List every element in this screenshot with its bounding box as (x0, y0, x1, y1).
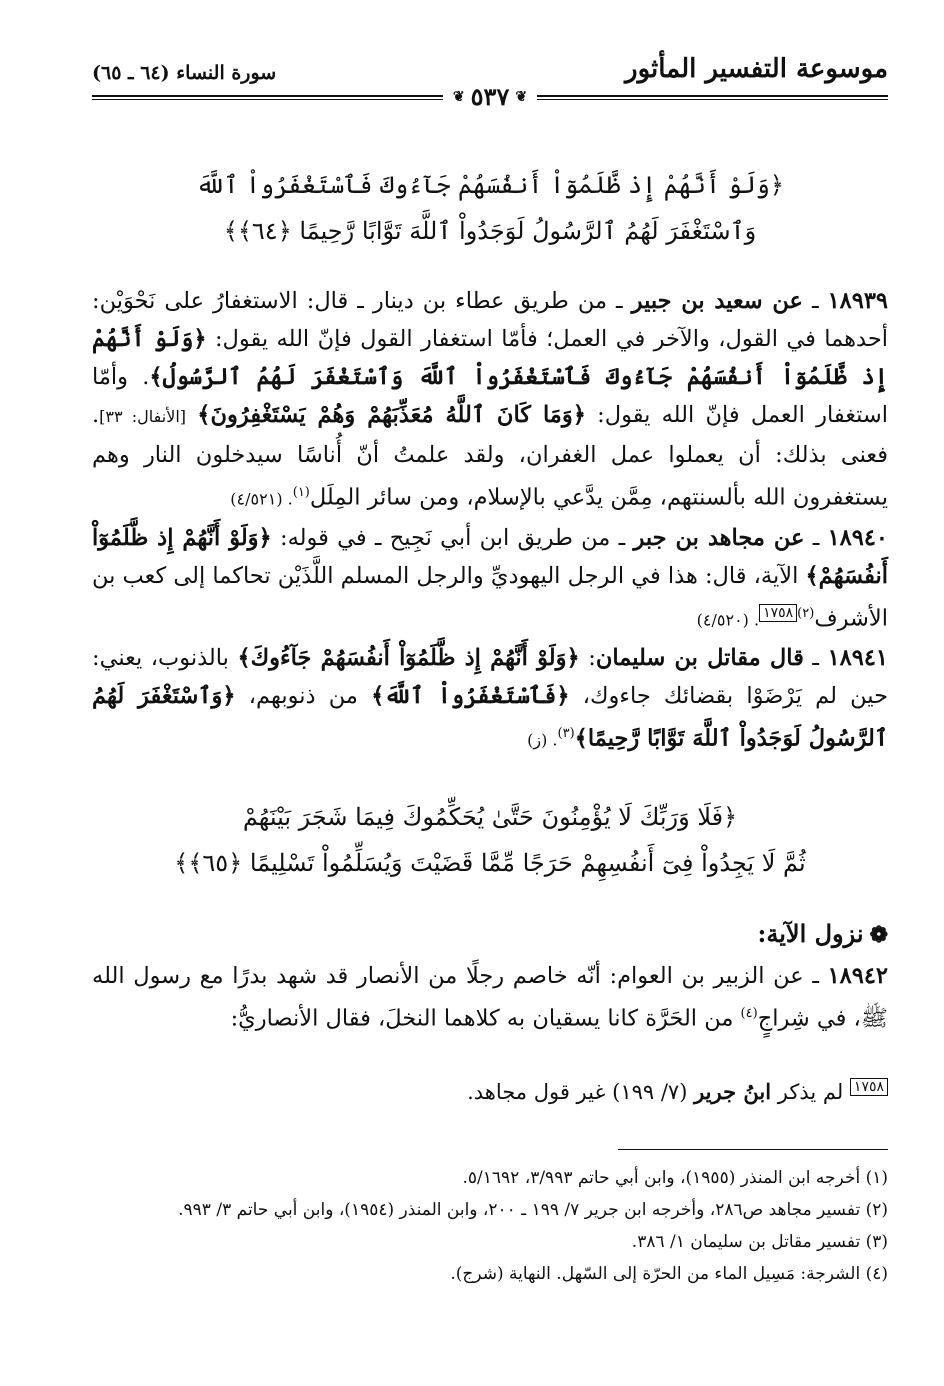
editor-note-bold: ابنُ جرير (694, 1079, 772, 1104)
footnote: (١) أخرجه ابن المنذر (١٩٥٥)، وابن أبي حاتم ٣/٩٩٣، ٥/١٦٩٢. (462, 1168, 888, 1188)
footnote: (٤) الشرجة: مَسِيل الماء من الحرّة إلى السّهل. النهاية (شرج). (450, 1264, 888, 1284)
editor-note (92, 1075, 888, 1109)
page-header (92, 48, 888, 111)
quran-quote: ﴿فَٱسْتَغْفَرُواْ ٱللَّهَ﴾ (371, 683, 570, 709)
entry-text: : (579, 645, 596, 671)
commentary-body (92, 282, 888, 760)
quran-quote: ﴿وَٱسْتَغْفَرَ لَهُمُ ٱلرَّسُولُ لَوَجَدُواْ ٱللَّهَ تَوَّابًا رَّحِيمًا﴾ (92, 683, 888, 752)
ornament-icon: ❦ (515, 88, 528, 105)
entry-text: ـ من طريق ابن أبي نَجِيح ـ في قوله: (271, 524, 634, 551)
entry-text: من ذنوبهم، (235, 683, 372, 709)
entry-18941: ١٨٩٤١ ـ قال مقاتل بن سليمان: ﴿وَلَوْ أَنَّهُمْ إِذ ظَّلَمُوٓاْ أَنفُسَهُمْ جَآءُوكَ﴾ بالذنوب، يعني: حين لم يَرْضَوْا بقضائك جاءوك، ﴿فَٱسْتَغْفَرُواْ ٱللَّهَ﴾ من ذنوبهم، ﴿وَٱسْتَغْفَرَ لَهُمُ ٱلرَّسُولُ لَوَجَدُواْ ٱللَّهَ تَوَّابًا رَّحِيمًا﴾$^{(٣)}$. (ز) (92, 645, 888, 752)
surah-reference: سورة النساء (٦٤ ـ ٦٥) (92, 62, 277, 84)
editor-note-marker[interactable]: ١٧٥٨ (759, 604, 797, 622)
surah-ref: [الأنفال: ٣٣] (99, 407, 187, 426)
entry-text: ـ من طريق عطاء بن دينار ـ قال: الاستغفارُ على نَحْوَيْن: أحدهما في القول، والآخر في العمل؛ فأمّا استغفار القول فإنّ الله يقول: (92, 288, 888, 352)
editor-note-text: (٧/ ١٩٩) غير قول مجاهد. (467, 1080, 695, 1104)
editor-note-text: لم يذكر (771, 1080, 850, 1104)
entry-text: . وأمّا استغفار العمل فإنّ الله يقول: (92, 364, 888, 428)
narrator: عن مجاهد بن جبر (633, 524, 805, 551)
page-number: ٥٣٧ (470, 82, 510, 111)
footnote-marker[interactable]: (٣) (557, 726, 575, 741)
narrator: عن سعيد بن جبير (631, 288, 803, 314)
footnote-marker[interactable]: (١) (292, 485, 310, 500)
quran-verse-65 (92, 794, 888, 886)
flower-icon: ❁ (869, 921, 888, 948)
quran-quote: ﴿وَلَوْ أَنَّهُمْ إِذ ظَّلَمُوٓاْ أَنفُسَهُمْ﴾ (92, 524, 888, 589)
footnote-marker[interactable]: (٤) (740, 1005, 758, 1021)
entry-text: من الحَرَّة كانا يسقيان به كلاهما النخلَ، فقال الأنصاريُّ: (230, 1005, 741, 1031)
book-title: موسوعة التفسير المأثور (625, 54, 888, 84)
editor-note-number: ١٧٥٨ (850, 1078, 888, 1096)
entry-text: : أنّه خاصم رجلًا من الأنصار قد شهد بدرًا مع رسول الله ﷺ، في شِراجٍ (92, 962, 888, 1031)
quran-quote: ﴿وَلَوْ أَنَّهُمْ إِذ ظَّلَمُوٓاْ أَنفُسَهُمْ جَآءُوكَ فَٱسْتَغْفَرُواْ ٱللَّهَ وَٱسْتَغْفَرَ لَهُمُ ٱلرَّسُولُ﴾ (92, 326, 888, 390)
entry-number: ١٨٩٤٠ (827, 524, 889, 551)
entry-number: ١٨٩٤١ (827, 645, 888, 671)
entry-text: الآية، قال: هذا في الرجل اليهوديِّ والرجل المسلم اللَّذَيْن تحاكما إلى كعب بن الأشرف (92, 562, 888, 631)
verse-line: ﴿وَلَوْ أَنَّهُمْ إِذ ظَّلَمُوٓاْ أَنفُسَهُمْ جَآءُوكَ فَٱسْتَغْفَرُواْ ٱللَّهَ (196, 171, 784, 199)
footnote-separator (618, 1149, 888, 1150)
narrator: عن الزبير بن العوام (617, 962, 804, 989)
page-number-box (443, 82, 537, 111)
quran-verse-64 (92, 162, 888, 254)
entry-number: ١٨٩٣٩ (827, 288, 888, 314)
entry-18939: ١٨٩٣٩ ـ عن سعيد بن جبير ـ من طريق عطاء بن دينار ـ قال: الاستغفارُ على نَحْوَيْن: أحدهما في القول، والآخر في العمل؛ فأمّا استغفار القول فإنّ الله يقول: ﴿وَلَوْ أَنَّهُمْ إِذ ظَّلَمُوٓاْ أَنفُسَهُمْ جَآءُوكَ فَٱسْتَغْفَرُواْ ٱللَّهَ وَٱسْتَغْفَرَ لَهُمُ ٱلرَّسُولُ﴾. وأمّا استغفار العمل فإنّ الله يقول: ﴿وَمَا كَانَ ٱللَّهُ مُعَذِّبَهُمْ وَهُمْ يَسْتَغْفِرُونَ﴾ [الأنفال: ٣٣]. فعنى بذلك: أن يعملوا عمل الغفران، ولقد علمتُ أنّ أُناسًا سيدخلون النار وهم يستغفرون الله بألسنتهم، مِمَّن يدَّعي بالإسلام، ومن سائر المِلَل$^{(١)}$. (٤/٥٢١) (92, 288, 888, 511)
verse-line: وَٱسْتَغْفَرَ لَهُمُ ٱلرَّسُولُ لَوَجَدُواْ ٱللَّهَ تَوَّابًا رَّحِيمًا ﴿٦٤﴾﴾ (223, 217, 757, 245)
ornament-icon: ❦ (452, 88, 465, 105)
verse-line: ثُمَّ لَا يَجِدُواْ فِىٓ أَنفُسِهِمْ حَرَجًا مِّمَّا قَضَيْتَ وَيُسَلِّمُواْ تَسْلِيمًا ﴿٦٥﴾﴾ (174, 848, 806, 877)
footnote: (٢) تفسير مجاهد ص٢٨٦، وأخرجه ابن جرير ٧/ ١٩٩ ـ ٢٠٠، وابن المنذر (١٩٥٤)، وابن أبي حاتم ٣/ ٩٩٣. (178, 1200, 888, 1220)
section-heading (92, 912, 888, 957)
source-ref: . (٤/٥٢١) (230, 489, 293, 509)
narrator: قال مقاتل بن سليمان (595, 645, 804, 671)
verse-line: ﴿فَلَا وَرَبِّكَ لَا يُؤْمِنُونَ حَتَّىٰ يُحَكِّمُوكَ فِيمَا شَجَرَ بَيْنَهُمْ (242, 802, 738, 831)
source-ref: . (ز) (527, 730, 558, 750)
entry-18942: ١٨٩٤٢ ـ عن الزبير بن العوام: أنّه خاصم رجلًا من الأنصار قد شهد بدرًا مع رسول الله ﷺ، في شِراجٍ$^{(٤)}$ من الحَرَّة كانا يسقيان به كلاهما النخلَ، فقال الأنصاريُّ: (92, 962, 888, 1031)
footnote: (٣) تفسير مقاتل بن سليمان ١/ ٣٨٦. (631, 1232, 888, 1252)
entry-18940: ١٨٩٤٠ ـ عن مجاهد بن جبر ـ من طريق ابن أبي نَجِيح ـ في قوله: ﴿وَلَوْ أَنَّهُمْ إِذ ظَّلَمُوٓاْ أَنفُسَهُمْ﴾ الآية، قال: هذا في الرجل اليهوديِّ والرجل المسلم اللَّذَيْن تحاكما إلى كعب بن الأشرف$^{(٢)}$١٧٥٨. (٤/٥٢٠) (92, 524, 889, 631)
quran-quote: ﴿وَلَوْ أَنَّهُمْ إِذ ظَّلَمُوٓاْ أَنفُسَهُمْ جَآءُوكَ﴾ (237, 645, 580, 671)
footnote-marker[interactable]: (٢) (797, 605, 815, 621)
quran-quote: ﴿وَمَا كَانَ ٱللَّهُ مُعَذِّبَهُمْ وَهُمْ يَسْتَغْفِرُونَ﴾ (197, 402, 586, 428)
entry-text: . فعنى بذلك: أن يعملوا عمل الغفران، ولقد علمتُ أنّ أُناسًا سيدخلون النار وهم يستغفرون الله بألسنتهم، مِمَّن يدَّعي بالإسلام، ومن سائر المِلَل (92, 402, 888, 511)
source-ref: . (٤/٥٢٠) (696, 610, 760, 629)
section-title: نزول الآية: (757, 918, 864, 948)
entry-number: ١٨٩٤٢ (827, 962, 888, 989)
footnotes (92, 1162, 888, 1290)
book-page (92, 48, 888, 1348)
entry-text: بالذنوب، يعني: حين لم يَرْضَوْا بقضائك جاءوك، (92, 645, 888, 709)
